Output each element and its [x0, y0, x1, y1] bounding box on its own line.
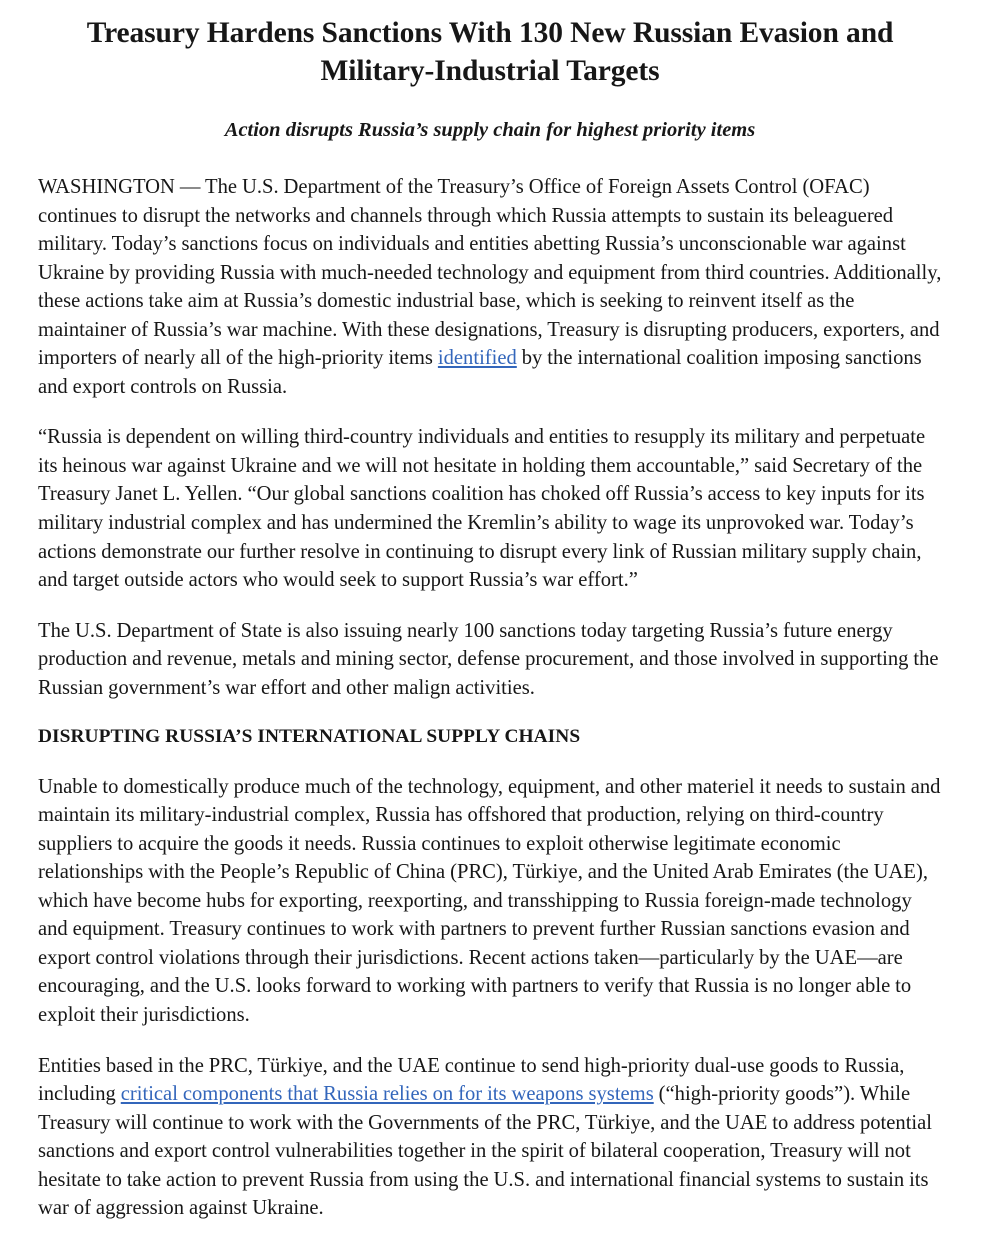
- paragraph-intro-text-before-link: WASHINGTON — The U.S. Department of the Treasury’s Office of Foreign Assets Control (OFAC) continues to disrupt the networks and channels through which Russia attempts to sustain its beleaguered military. Today’s sanctions focus on individuals and entities abetting Russia’s unconscionable war against Ukraine by providing Russia with much-needed technology and equipment from third countries. Additionally, these actions take aim at Russia’s domestic industrial base, which is seeking to reinvent itself as the maintainer of Russia’s war machine. With these designations, Treasury is disrupting producers, exporters, and importers of nearly all of the high-priority items: [38, 176, 942, 370]
- page-title: Treasury Hardens Sanctions With 130 New Russian Evasion and Military-Industrial Targets: [86, 17, 894, 88]
- paragraph-dual-use-text-before-link: Entities based in the PRC, Türkiye, and the UAE continue to send high-priority dual-use goods to Russia, including: [38, 1054, 905, 1106]
- paragraph-dual-use-goods: [38, 1052, 942, 1223]
- article-body: [38, 173, 942, 1222]
- critical-components-link[interactable]: critical components that Russia relies on for its weapons systems: [120, 1083, 654, 1106]
- section-heading-supply-chains: DISRUPTING RUSSIA’S INTERNATIONAL SUPPLY CHAINS: [38, 726, 581, 748]
- page-subtitle: Action disrupts Russia’s supply chain for highest priority items: [224, 118, 756, 141]
- paragraph-dual-use-text-after-link: (“high-priority goods”). While Treasury will continue to work with the Governments of the PRC, Türkiye, and the UAE to address potential sanctions and export control vulnerabilities together in the spirit of bilateral cooperation, Treasury will not hesitate to take action to prevent Russia from using the U.S. and international financial systems to sustain its war of aggression against Ukraine.: [38, 1083, 933, 1220]
- paragraph-yellen-quote: “Russia is dependent on willing third-country individuals and entities to resupply its military and perpetuate its heinous war against Ukraine and we will not hesitate in holding them accountable,” said Secretary of the Treasury Janet L. Yellen. “Our global sanctions coalition has choked off Russia’s access to key inputs for its military industrial complex and has undermined the Kremlin’s ability to wage its unprovoked war. Today’s actions demonstrate our further resolve in continuing to disrupt every link of Russian military supply chain, and target outside actors who would seek to support Russia’s war effort.”: [38, 426, 926, 592]
- paragraph-state-department: The U.S. Department of State is also issuing nearly 100 sanctions today targeting Russia’s future energy production and revenue, metals and mining sector, defense procurement, and those involved in supporting the Russian government’s war effort and other malign activities.: [38, 619, 939, 699]
- identified-link[interactable]: identified: [437, 347, 517, 370]
- paragraph-offshored-production: Unable to domestically produce much of the technology, equipment, and other materiel it needs to sustain and maintain its military-industrial complex, Russia has offshored that production, relying on third-country suppliers to acquire the goods it needs. Russia continues to exploit otherwise legitimate economic relationships with the People’s Republic of China (PRC), Türkiye, and the United Arab Emirates (the UAE), which have become hubs for exporting, reexporting, and transshipping to Russia foreign-made technology and equipment. Treasury continues to work with partners to prevent further Russian sanctions evasion and export control violations through their jurisdictions. Recent actions taken—particularly by the UAE—are encouraging, and the U.S. looks forward to working with partners to verify that Russia is no longer able to exploit their jurisdictions.: [38, 775, 941, 1026]
- paragraph-intro-text-after-link: by the international coalition imposing sanctions and export controls on Russia.: [38, 347, 922, 398]
- paragraph-intro: [38, 173, 942, 401]
